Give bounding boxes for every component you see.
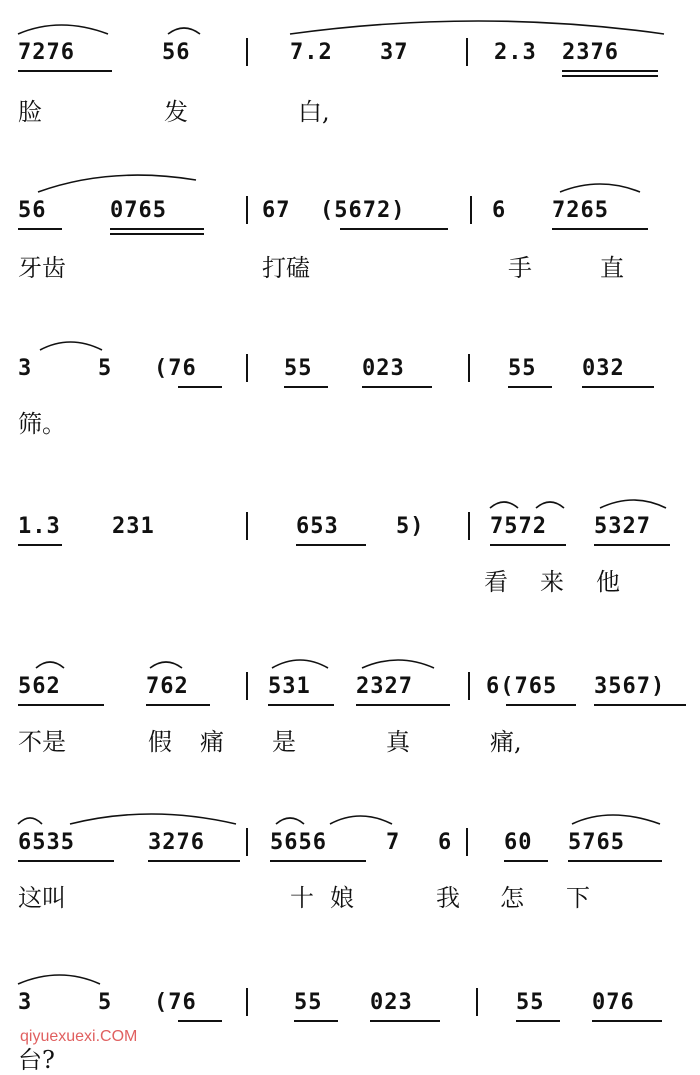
underline bbox=[508, 386, 552, 388]
underline bbox=[18, 704, 104, 706]
watermark: qiyuexuexi.COM bbox=[20, 1028, 138, 1045]
note-group: (76 bbox=[154, 990, 197, 1015]
lyric: 假 bbox=[148, 728, 172, 756]
bar-line bbox=[468, 354, 470, 382]
slur bbox=[38, 175, 196, 192]
underline bbox=[568, 860, 662, 862]
slur bbox=[572, 815, 660, 824]
note-group: 6 bbox=[492, 198, 507, 223]
slur bbox=[272, 660, 328, 668]
note-group: 56 bbox=[18, 198, 47, 223]
bar-line bbox=[466, 38, 468, 66]
note-group: 023 bbox=[370, 990, 413, 1015]
slur bbox=[18, 975, 100, 984]
note-group: 0765 bbox=[110, 198, 167, 223]
underline bbox=[18, 860, 114, 862]
slur bbox=[70, 814, 236, 824]
note-group: 67 bbox=[262, 198, 291, 223]
note-group: 562 bbox=[18, 674, 61, 699]
underline bbox=[18, 544, 62, 546]
lyric: 这叫 bbox=[18, 884, 66, 912]
underline bbox=[178, 1020, 222, 1022]
lyric: 我 bbox=[436, 884, 460, 912]
bar-line bbox=[468, 512, 470, 540]
bar-line bbox=[246, 512, 248, 540]
note-group: 60 bbox=[504, 830, 533, 855]
underline bbox=[284, 386, 328, 388]
note-group: 076 bbox=[592, 990, 635, 1015]
note-group: 032 bbox=[582, 356, 625, 381]
underline bbox=[506, 704, 576, 706]
slur bbox=[600, 500, 666, 508]
lyric: 直 bbox=[600, 254, 624, 282]
note-group: 2327 bbox=[356, 674, 413, 699]
underline bbox=[110, 228, 204, 230]
note-group: 56 bbox=[162, 40, 191, 65]
bar-line bbox=[246, 354, 248, 382]
note-group: 531 bbox=[268, 674, 311, 699]
underline bbox=[362, 386, 432, 388]
note-group: 3 bbox=[18, 990, 33, 1015]
note-group: 762 bbox=[146, 674, 189, 699]
note-group: 5 bbox=[98, 356, 113, 381]
note-group: 5) bbox=[396, 514, 425, 539]
slur bbox=[36, 662, 64, 668]
note-group: 2.3 bbox=[494, 40, 537, 65]
note-group: 6 bbox=[438, 830, 453, 855]
note-group: 7 bbox=[386, 830, 401, 855]
note-group: 2376 bbox=[562, 40, 619, 65]
note-group: 5 bbox=[98, 990, 113, 1015]
underline bbox=[340, 228, 448, 230]
bar-line bbox=[246, 672, 248, 700]
underline bbox=[270, 860, 366, 862]
slur bbox=[40, 342, 102, 350]
underline bbox=[18, 228, 62, 230]
note-group: 5327 bbox=[594, 514, 651, 539]
underline bbox=[110, 233, 204, 235]
lyric: 手 bbox=[508, 254, 532, 282]
underline bbox=[294, 1020, 338, 1022]
underline bbox=[490, 544, 566, 546]
lyric: 是 bbox=[272, 728, 296, 756]
lyric: 牙齿 bbox=[18, 254, 66, 282]
note-group: 7265 bbox=[552, 198, 609, 223]
slur bbox=[276, 818, 304, 824]
bar-line bbox=[470, 196, 472, 224]
underline bbox=[268, 704, 334, 706]
lyric: 不是 bbox=[18, 728, 66, 756]
lyric: 台? bbox=[18, 1046, 55, 1074]
lyric: 真 bbox=[386, 728, 410, 756]
underline bbox=[146, 704, 210, 706]
bar-line bbox=[246, 196, 248, 224]
slur bbox=[290, 21, 664, 34]
note-group: 6(765 bbox=[486, 674, 558, 699]
lyric: 白, bbox=[298, 98, 330, 126]
bar-line bbox=[476, 988, 478, 1016]
slur bbox=[18, 25, 108, 34]
note-group: 3276 bbox=[148, 830, 205, 855]
slur bbox=[560, 184, 640, 192]
slur bbox=[536, 502, 564, 508]
note-group: 37 bbox=[380, 40, 409, 65]
bar-line bbox=[246, 828, 248, 856]
slur bbox=[168, 28, 200, 34]
lyric: 痛, bbox=[490, 728, 522, 756]
underline bbox=[562, 75, 658, 77]
lyric: 十 bbox=[290, 884, 314, 912]
note-group: 55 bbox=[284, 356, 313, 381]
repeat-bar-line bbox=[246, 988, 248, 1016]
note-group: 5656 bbox=[270, 830, 327, 855]
note-group: 5765 bbox=[568, 830, 625, 855]
slur bbox=[150, 662, 182, 668]
slur bbox=[490, 502, 518, 508]
lyric: 娘 bbox=[330, 884, 354, 912]
slur bbox=[330, 816, 392, 824]
underline bbox=[516, 1020, 560, 1022]
slur bbox=[18, 818, 42, 824]
slur bbox=[362, 660, 434, 668]
underline bbox=[296, 544, 366, 546]
lyric: 发 bbox=[164, 98, 188, 126]
lyric: 下 bbox=[566, 884, 590, 912]
lyric: 脸 bbox=[18, 98, 42, 126]
underline bbox=[594, 704, 686, 706]
lyric: 他 bbox=[596, 568, 620, 596]
underline bbox=[592, 1020, 662, 1022]
note-group: 653 bbox=[296, 514, 339, 539]
note-group: 3567) bbox=[594, 674, 666, 699]
underline bbox=[148, 860, 240, 862]
note-group: 7572 bbox=[490, 514, 547, 539]
lyric: 筛。 bbox=[18, 410, 66, 438]
lyric: 痛 bbox=[200, 728, 224, 756]
underline bbox=[18, 70, 112, 72]
underline bbox=[552, 228, 648, 230]
lyric: 看 bbox=[484, 568, 508, 596]
bar-line bbox=[466, 828, 468, 856]
underline bbox=[504, 860, 548, 862]
underline bbox=[562, 70, 658, 72]
note-group: (76 bbox=[154, 356, 197, 381]
underline bbox=[178, 386, 222, 388]
underline bbox=[370, 1020, 440, 1022]
note-group: 55 bbox=[516, 990, 545, 1015]
note-group: 7276 bbox=[18, 40, 75, 65]
note-group: 231 bbox=[112, 514, 155, 539]
note-group: 1.3 bbox=[18, 514, 61, 539]
lyric: 来 bbox=[540, 568, 564, 596]
note-group: 3 bbox=[18, 356, 33, 381]
note-group: (5672) bbox=[320, 198, 406, 223]
note-group: 023 bbox=[362, 356, 405, 381]
lyric: 打磕 bbox=[262, 254, 310, 282]
underline bbox=[594, 544, 670, 546]
note-group: 55 bbox=[294, 990, 323, 1015]
note-group: 7.2 bbox=[290, 40, 333, 65]
lyric: 怎 bbox=[500, 884, 524, 912]
note-group: 55 bbox=[508, 356, 537, 381]
underline bbox=[582, 386, 654, 388]
underline bbox=[356, 704, 450, 706]
note-group: 6535 bbox=[18, 830, 75, 855]
bar-line bbox=[246, 38, 248, 66]
bar-line bbox=[468, 672, 470, 700]
